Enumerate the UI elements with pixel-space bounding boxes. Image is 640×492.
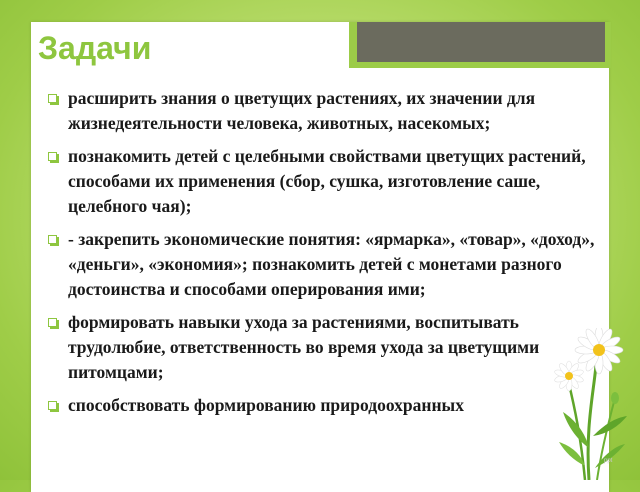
square-bullet-icon: [48, 401, 57, 410]
title-decoration-inner: [357, 22, 605, 62]
square-bullet-icon: [48, 152, 57, 161]
task-item: [48, 227, 608, 302]
task-item: [48, 393, 608, 418]
square-bullet-icon: [48, 318, 57, 327]
square-bullet-icon: [48, 94, 57, 103]
task-text: - закрепить экономические понятия: «ярмарка», «товар», «доход», «деньги», «экономия»; познакомить детей с монетами разного достоинства и способами оперирования ими;: [68, 229, 595, 299]
task-item: [48, 144, 608, 219]
task-text: познакомить детей с целебными свойствами цветущих растений, способами их применения (сбор, сушка, изготовление саше, целебного чая);: [68, 146, 586, 216]
square-bullet-icon: [48, 235, 57, 244]
task-item: [48, 310, 608, 385]
watermark: ppt: [604, 458, 613, 464]
title-decoration-box: [349, 22, 611, 68]
task-text: расширить знания о цветущих растениях, их значении для жизнедеятельности человека, животных, насекомых;: [68, 88, 536, 133]
daisy-flowers-icon: [545, 328, 640, 480]
task-item: [48, 86, 608, 136]
task-list: [48, 86, 608, 426]
slide-title: Задачи: [38, 30, 152, 66]
task-text: формировать навыки ухода за растениями, воспитывать трудолюбие, ответственность во время ухода за цветущими питомцами;: [68, 312, 540, 382]
task-text: способствовать формированию природоохранных: [68, 395, 464, 415]
